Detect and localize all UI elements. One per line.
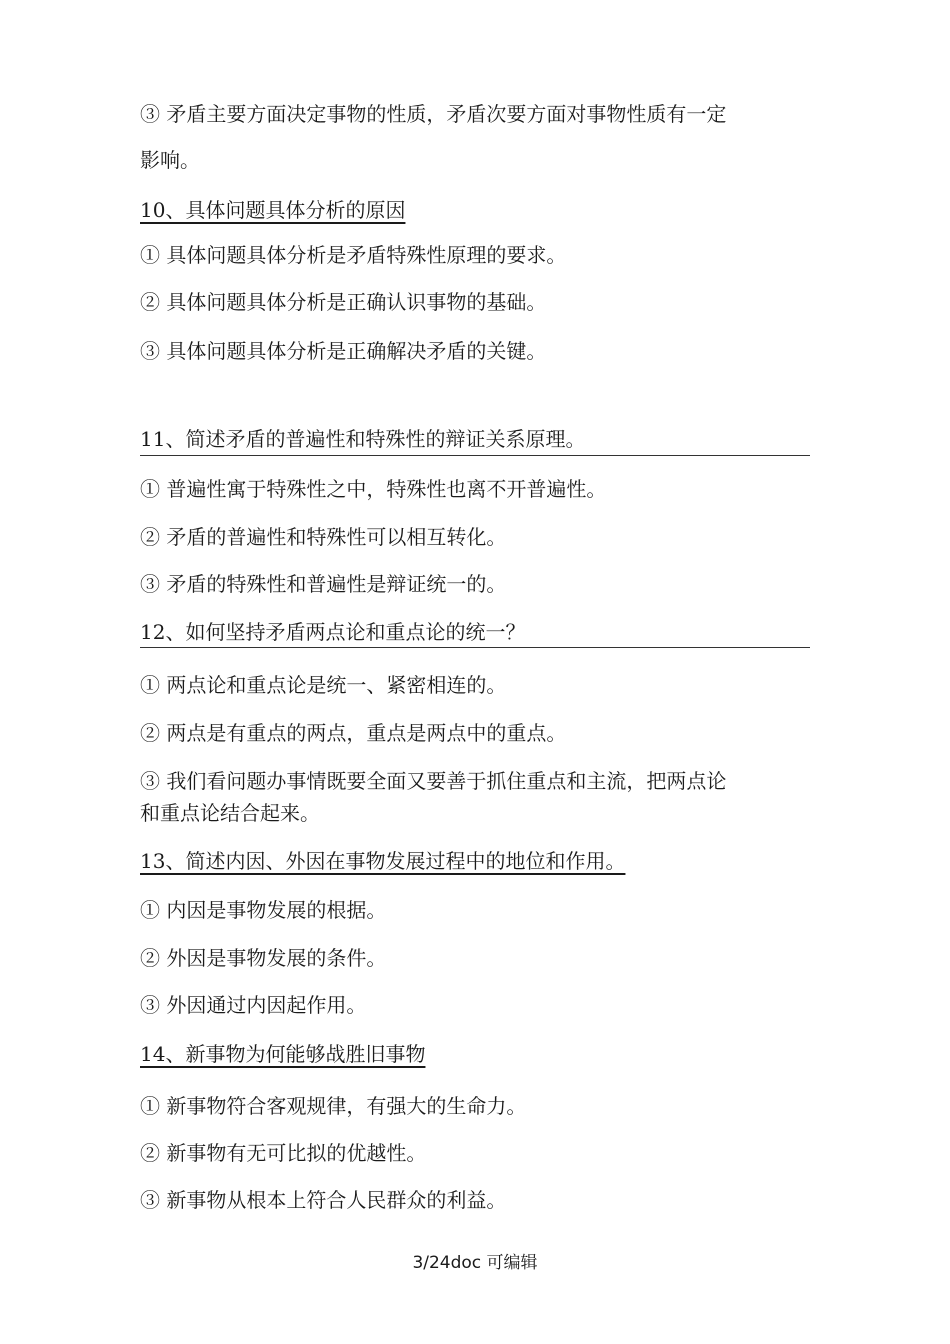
list-item: ② 具体问题具体分析是正确认识事物的基础。 bbox=[140, 290, 547, 314]
list-item: ③ 新事物从根本上符合人民群众的利益。 bbox=[140, 1188, 507, 1212]
list-item: ③ 外因通过内因起作用。 bbox=[140, 993, 367, 1017]
section-heading-10: 10、具体问题具体分析的原因 bbox=[140, 198, 406, 222]
section-heading-11: 11、简述矛盾的普遍性和特殊性的辩证关系原理。 bbox=[140, 427, 586, 451]
heading-rule bbox=[140, 647, 810, 648]
list-item: ③ 具体问题具体分析是正确解决矛盾的关键。 bbox=[140, 339, 547, 363]
paragraph-line: 影响。 bbox=[140, 148, 200, 172]
list-item: ② 两点是有重点的两点，重点是两点中的重点。 bbox=[140, 721, 567, 745]
list-item: ② 矛盾的普遍性和特殊性可以相互转化。 bbox=[140, 525, 507, 549]
paragraph-line: ③ 矛盾主要方面决定事物的性质，矛盾次要方面对事物性质有一定 bbox=[140, 102, 727, 126]
list-item: ① 内因是事物发展的根据。 bbox=[140, 898, 387, 922]
list-item: ③ 我们看问题办事情既要全面又要善于抓住重点和主流，把两点论 bbox=[140, 769, 727, 793]
section-heading-13: 13、简述内因、外因在事物发展过程中的地位和作用。 bbox=[140, 849, 626, 873]
section-heading-12: 12、如何坚持矛盾两点论和重点论的统一？ bbox=[140, 620, 526, 644]
list-item: ① 具体问题具体分析是矛盾特殊性原理的要求。 bbox=[140, 243, 567, 267]
list-item-continuation: 和重点论结合起来。 bbox=[140, 801, 320, 825]
list-item: ① 新事物符合客观规律，有强大的生命力。 bbox=[140, 1094, 527, 1118]
list-item: ③ 矛盾的特殊性和普遍性是辩证统一的。 bbox=[140, 572, 507, 596]
list-item: ① 普遍性寓于特殊性之中，特殊性也离不开普遍性。 bbox=[140, 477, 607, 501]
list-item: ② 外因是事物发展的条件。 bbox=[140, 946, 387, 970]
list-item: ① 两点论和重点论是统一、紧密相连的。 bbox=[140, 673, 507, 697]
list-item: ② 新事物有无可比拟的优越性。 bbox=[140, 1141, 427, 1165]
section-heading-14: 14、新事物为何能够战胜旧事物 bbox=[140, 1042, 426, 1066]
heading-rule bbox=[140, 455, 810, 456]
page-footer: 3/24doc 可编辑 bbox=[412, 1253, 538, 1273]
